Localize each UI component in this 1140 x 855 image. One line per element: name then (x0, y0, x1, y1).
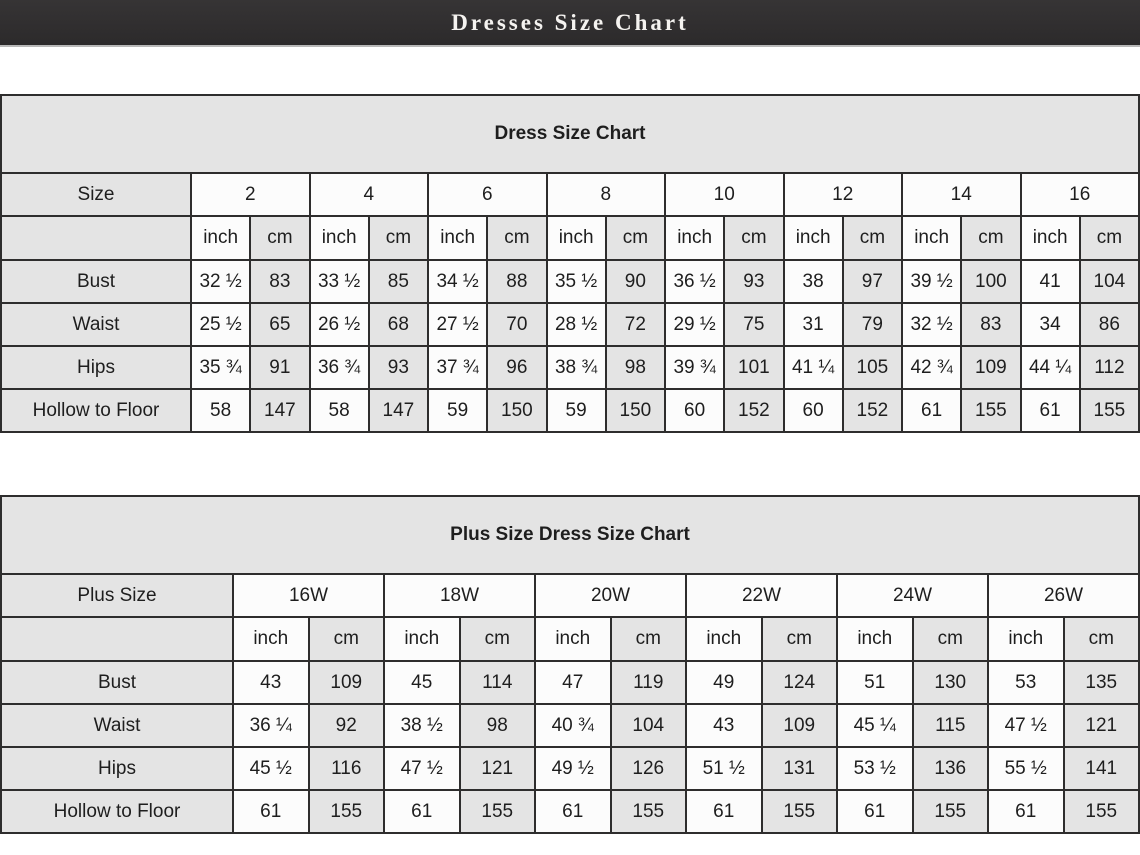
unit-inch-label: inch (547, 216, 606, 260)
measurement-inch-value: 25 ½ (191, 303, 250, 346)
measurement-inch-value: 38 ¾ (547, 346, 606, 389)
measurement-cm-value: 97 (843, 260, 902, 303)
measurement-cm-value: 155 (1064, 790, 1140, 833)
table-title-row (1, 496, 1139, 574)
measurement-row-label: Waist (1, 704, 233, 747)
unit-inch-label: inch (837, 617, 913, 661)
measurement-row (1, 389, 1139, 432)
unit-inch-label: inch (784, 216, 843, 260)
measurement-cm-value: 104 (611, 704, 687, 747)
unit-cm-label: cm (460, 617, 536, 661)
unit-inch-label: inch (384, 617, 460, 661)
unit-row-spacer (1, 216, 191, 260)
measurement-cm-value: 147 (369, 389, 428, 432)
measurement-cm-value: 70 (487, 303, 546, 346)
measurement-inch-value: 45 ¼ (837, 704, 913, 747)
measurement-inch-value: 34 ½ (428, 260, 487, 303)
measurement-row-label: Hips (1, 346, 191, 389)
measurement-inch-value: 31 (784, 303, 843, 346)
table-title: Plus Size Dress Size Chart (1, 496, 1139, 574)
measurement-inch-value: 58 (191, 389, 250, 432)
measurement-inch-value: 51 ½ (686, 747, 762, 790)
measurement-inch-value: 37 ¾ (428, 346, 487, 389)
measurement-row (1, 747, 1139, 790)
measurement-inch-value: 45 (384, 661, 460, 704)
unit-cm-label: cm (250, 216, 309, 260)
measurement-cm-value: 83 (961, 303, 1020, 346)
unit-cm-label: cm (606, 216, 665, 260)
measurement-inch-value: 60 (665, 389, 724, 432)
measurement-inch-value: 61 (902, 389, 961, 432)
measurement-cm-value: 98 (460, 704, 536, 747)
measurement-cm-value: 131 (762, 747, 838, 790)
measurement-cm-value: 112 (1080, 346, 1139, 389)
measurement-inch-value: 39 ¾ (665, 346, 724, 389)
size-value: 18W (384, 574, 535, 617)
measurement-inch-value: 38 (784, 260, 843, 303)
measurement-cm-value: 105 (843, 346, 902, 389)
measurement-cm-value: 152 (843, 389, 902, 432)
unit-cm-label: cm (611, 617, 687, 661)
measurement-inch-value: 47 (535, 661, 611, 704)
measurement-row-label: Hollow to Floor (1, 389, 191, 432)
measurement-cm-value: 147 (250, 389, 309, 432)
size-header-row (1, 574, 1139, 617)
measurement-cm-value: 86 (1080, 303, 1139, 346)
measurement-cm-value: 121 (1064, 704, 1140, 747)
measurement-inch-value: 61 (837, 790, 913, 833)
measurement-inch-value: 39 ½ (902, 260, 961, 303)
measurement-inch-value: 55 ½ (988, 747, 1064, 790)
measurement-cm-value: 121 (460, 747, 536, 790)
size-value: 22W (686, 574, 837, 617)
measurement-cm-value: 155 (460, 790, 536, 833)
size-value: 2 (191, 173, 310, 216)
measurement-inch-value: 53 ½ (837, 747, 913, 790)
measurement-inch-value: 29 ½ (665, 303, 724, 346)
measurement-row-label: Waist (1, 303, 191, 346)
measurement-cm-value: 155 (762, 790, 838, 833)
unit-cm-label: cm (369, 216, 428, 260)
measurement-cm-value: 65 (250, 303, 309, 346)
measurement-inch-value: 41 (1021, 260, 1080, 303)
unit-cm-label: cm (843, 216, 902, 260)
measurement-inch-value: 61 (535, 790, 611, 833)
measurement-cm-value: 109 (762, 704, 838, 747)
measurement-cm-value: 136 (913, 747, 989, 790)
measurement-inch-value: 60 (784, 389, 843, 432)
measurement-cm-value: 141 (1064, 747, 1140, 790)
table-title-row (1, 95, 1139, 173)
measurement-inch-value: 59 (428, 389, 487, 432)
measurement-row (1, 704, 1139, 747)
measurement-row-label: Hips (1, 747, 233, 790)
unit-row-spacer (1, 617, 233, 661)
unit-cm-label: cm (487, 216, 546, 260)
measurement-cm-value: 100 (961, 260, 1020, 303)
measurement-inch-value: 47 ½ (384, 747, 460, 790)
size-value: 16W (233, 574, 384, 617)
measurement-row (1, 661, 1139, 704)
size-row-label: Size (1, 173, 191, 216)
measurement-cm-value: 90 (606, 260, 665, 303)
measurement-inch-value: 27 ½ (428, 303, 487, 346)
measurement-inch-value: 43 (686, 704, 762, 747)
plus-size-dress-size-chart-table (0, 495, 1140, 834)
measurement-cm-value: 155 (611, 790, 687, 833)
measurement-cm-value: 124 (762, 661, 838, 704)
measurement-cm-value: 109 (309, 661, 385, 704)
unit-inch-label: inch (686, 617, 762, 661)
measurement-inch-value: 49 (686, 661, 762, 704)
measurement-cm-value: 93 (724, 260, 783, 303)
unit-inch-label: inch (428, 216, 487, 260)
size-value: 4 (310, 173, 429, 216)
measurement-cm-value: 72 (606, 303, 665, 346)
table-title: Dress Size Chart (1, 95, 1139, 173)
measurement-inch-value: 35 ½ (547, 260, 606, 303)
measurement-inch-value: 40 ¾ (535, 704, 611, 747)
measurement-inch-value: 32 ½ (191, 260, 250, 303)
unit-cm-label: cm (762, 617, 838, 661)
measurement-inch-value: 35 ¾ (191, 346, 250, 389)
page-title: Dresses Size Chart (451, 9, 689, 35)
measurement-cm-value: 155 (1080, 389, 1139, 432)
measurement-inch-value: 45 ½ (233, 747, 309, 790)
measurement-inch-value: 36 ½ (665, 260, 724, 303)
measurement-inch-value: 41 ¼ (784, 346, 843, 389)
unit-inch-label: inch (988, 617, 1064, 661)
size-value: 16 (1021, 173, 1140, 216)
measurement-inch-value: 61 (1021, 389, 1080, 432)
measurement-cm-value: 104 (1080, 260, 1139, 303)
measurement-cm-value: 79 (843, 303, 902, 346)
measurement-row (1, 346, 1139, 389)
size-value: 12 (784, 173, 903, 216)
measurement-cm-value: 126 (611, 747, 687, 790)
measurement-cm-value: 150 (487, 389, 546, 432)
measurement-inch-value: 26 ½ (310, 303, 369, 346)
measurement-cm-value: 96 (487, 346, 546, 389)
measurement-cm-value: 92 (309, 704, 385, 747)
size-row-label: Plus Size (1, 574, 233, 617)
measurement-cm-value: 109 (961, 346, 1020, 389)
measurement-inch-value: 51 (837, 661, 913, 704)
unit-cm-label: cm (1080, 216, 1139, 260)
measurement-cm-value: 130 (913, 661, 989, 704)
measurement-cm-value: 114 (460, 661, 536, 704)
measurement-inch-value: 36 ¾ (310, 346, 369, 389)
measurement-cm-value: 101 (724, 346, 783, 389)
size-value: 6 (428, 173, 547, 216)
measurement-inch-value: 61 (686, 790, 762, 833)
size-value: 20W (535, 574, 686, 617)
unit-inch-label: inch (535, 617, 611, 661)
measurement-row (1, 303, 1139, 346)
measurement-cm-value: 119 (611, 661, 687, 704)
measurement-inch-value: 32 ½ (902, 303, 961, 346)
measurement-cm-value: 91 (250, 346, 309, 389)
measurement-cm-value: 116 (309, 747, 385, 790)
measurement-cm-value: 93 (369, 346, 428, 389)
measurement-inch-value: 33 ½ (310, 260, 369, 303)
measurement-inch-value: 38 ½ (384, 704, 460, 747)
measurement-inch-value: 61 (233, 790, 309, 833)
unit-cm-label: cm (1064, 617, 1140, 661)
measurement-inch-value: 59 (547, 389, 606, 432)
measurement-cm-value: 88 (487, 260, 546, 303)
measurement-cm-value: 150 (606, 389, 665, 432)
measurement-inch-value: 44 ¼ (1021, 346, 1080, 389)
measurement-inch-value: 34 (1021, 303, 1080, 346)
size-value: 24W (837, 574, 988, 617)
size-value: 10 (665, 173, 784, 216)
measurement-cm-value: 155 (913, 790, 989, 833)
measurement-row-label: Hollow to Floor (1, 790, 233, 833)
size-value: 8 (547, 173, 666, 216)
measurement-row (1, 790, 1139, 833)
size-value: 14 (902, 173, 1021, 216)
page-banner (0, 0, 1140, 47)
measurement-row (1, 260, 1139, 303)
size-header-row (1, 173, 1139, 216)
size-value: 26W (988, 574, 1139, 617)
unit-inch-label: inch (665, 216, 724, 260)
measurement-inch-value: 36 ¼ (233, 704, 309, 747)
dress-size-chart-table (0, 94, 1140, 433)
measurement-cm-value: 68 (369, 303, 428, 346)
measurement-row-label: Bust (1, 661, 233, 704)
measurement-inch-value: 61 (384, 790, 460, 833)
unit-inch-label: inch (310, 216, 369, 260)
measurement-inch-value: 61 (988, 790, 1064, 833)
measurement-row-label: Bust (1, 260, 191, 303)
measurement-inch-value: 42 ¾ (902, 346, 961, 389)
measurement-cm-value: 98 (606, 346, 665, 389)
unit-cm-label: cm (913, 617, 989, 661)
measurement-cm-value: 155 (961, 389, 1020, 432)
unit-cm-label: cm (961, 216, 1020, 260)
measurement-inch-value: 43 (233, 661, 309, 704)
measurement-cm-value: 85 (369, 260, 428, 303)
measurement-inch-value: 47 ½ (988, 704, 1064, 747)
unit-cm-label: cm (724, 216, 783, 260)
measurement-cm-value: 83 (250, 260, 309, 303)
measurement-cm-value: 75 (724, 303, 783, 346)
measurement-cm-value: 152 (724, 389, 783, 432)
measurement-inch-value: 58 (310, 389, 369, 432)
measurement-cm-value: 135 (1064, 661, 1140, 704)
measurement-inch-value: 53 (988, 661, 1064, 704)
unit-inch-label: inch (191, 216, 250, 260)
unit-header-row (1, 617, 1139, 661)
unit-inch-label: inch (902, 216, 961, 260)
unit-header-row (1, 216, 1139, 260)
measurement-inch-value: 49 ½ (535, 747, 611, 790)
measurement-cm-value: 115 (913, 704, 989, 747)
unit-cm-label: cm (309, 617, 385, 661)
unit-inch-label: inch (1021, 216, 1080, 260)
measurement-inch-value: 28 ½ (547, 303, 606, 346)
measurement-cm-value: 155 (309, 790, 385, 833)
tables-container (0, 94, 1140, 834)
unit-inch-label: inch (233, 617, 309, 661)
